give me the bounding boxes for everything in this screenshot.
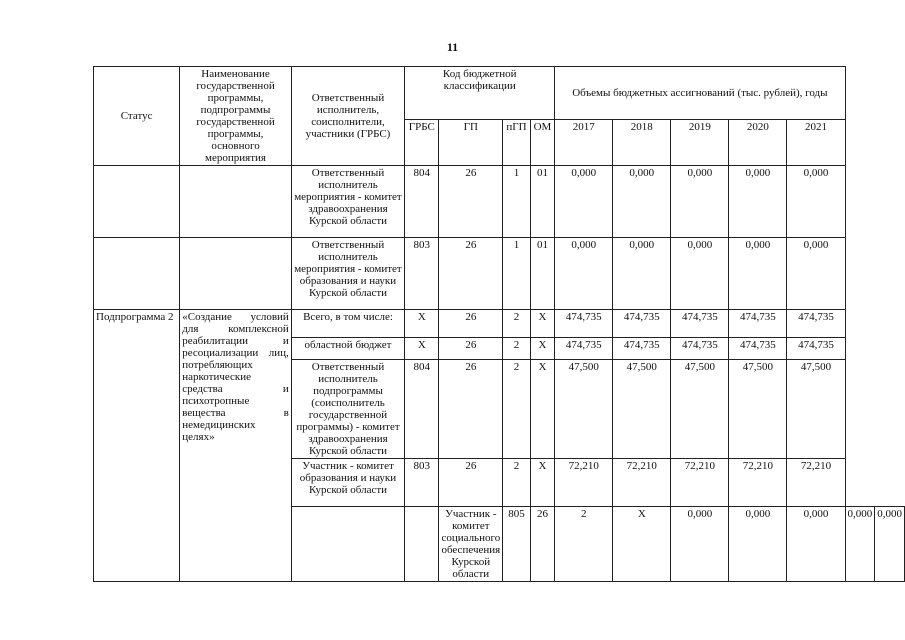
header-code-om: ОМ	[530, 120, 555, 166]
value-cell: 0,000	[555, 238, 613, 310]
value-cell: 0,000	[787, 166, 845, 238]
responsible-cell: Участник - комитет социального обеспечения Курской области	[439, 507, 503, 582]
pgp-cell: 1	[503, 166, 530, 238]
table-row	[94, 310, 905, 338]
value-cell: 474,735	[729, 338, 787, 360]
value-cell: 0,000	[613, 238, 671, 310]
status-cell-empty	[94, 166, 180, 238]
value-cell: 474,735	[555, 310, 613, 338]
grbs-cell: 805	[503, 507, 530, 582]
pgp-cell: 2	[503, 459, 530, 507]
pgp-cell: 2	[503, 360, 530, 459]
budget-table-wrapper	[93, 66, 905, 582]
name-cell-empty	[405, 507, 439, 582]
header-responsible: Ответственный исполнитель, соисполнители, участники (ГРБС)	[291, 67, 404, 166]
responsible-cell: областной бюджет	[291, 338, 404, 360]
value-cell: 0,000	[729, 238, 787, 310]
header-code-group: Код бюджетной классификации	[405, 67, 555, 120]
page-number: 11	[446, 40, 459, 54]
grbs-cell: 804	[405, 166, 439, 238]
status-cell-empty	[94, 238, 180, 310]
value-cell: 47,500	[729, 360, 787, 459]
value-cell: 72,210	[555, 459, 613, 507]
budget-table	[93, 66, 905, 582]
pgp-cell: 1	[503, 238, 530, 310]
grbs-cell: Х	[405, 310, 439, 338]
responsible-cell: Ответственный исполнитель подпрограммы (соисполнитель государственной программы) - комитет здравоохранения Курской области	[291, 360, 404, 459]
gp-cell: 26	[530, 507, 555, 582]
value-cell: 72,210	[613, 459, 671, 507]
value-cell: 474,735	[555, 338, 613, 360]
value-cell: 72,210	[671, 459, 729, 507]
value-cell: 47,500	[555, 360, 613, 459]
value-cell: 0,000	[729, 166, 787, 238]
grbs-cell: 803	[405, 459, 439, 507]
pgp-cell: 2	[503, 338, 530, 360]
header-volumes-group: Объемы бюджетных ассигнований (тыс. рублей), годы	[555, 67, 845, 120]
om-cell: Х	[530, 310, 555, 338]
value-cell: 474,735	[613, 310, 671, 338]
value-cell: 0,000	[729, 507, 787, 582]
value-cell: 47,500	[613, 360, 671, 459]
header-code-grbs: ГРБС	[405, 120, 439, 166]
value-cell: 474,735	[729, 310, 787, 338]
responsible-cell: Ответственный исполнитель мероприятия - комитет образования и науки Курской области	[291, 238, 404, 310]
value-cell: 474,735	[787, 310, 845, 338]
responsible-cell: Участник - комитет образования и науки Курской области	[291, 459, 404, 507]
gp-cell: 26	[439, 338, 503, 360]
value-cell: 72,210	[787, 459, 845, 507]
value-cell: 0,000	[845, 507, 875, 582]
value-cell: 0,000	[787, 507, 845, 582]
value-cell: 0,000	[671, 238, 729, 310]
grbs-cell: 803	[405, 238, 439, 310]
gp-cell: 26	[439, 459, 503, 507]
value-cell: 474,735	[613, 338, 671, 360]
value-cell: 0,000	[671, 507, 729, 582]
gp-cell: 26	[439, 166, 503, 238]
om-cell: 01	[530, 166, 555, 238]
value-cell: 0,000	[787, 238, 845, 310]
value-cell: 47,500	[787, 360, 845, 459]
grbs-cell: Х	[405, 338, 439, 360]
table-row	[94, 238, 905, 310]
header-code-pgp: пГП	[503, 120, 530, 166]
om-cell: 01	[530, 238, 555, 310]
om-cell: Х	[613, 507, 671, 582]
table-row	[94, 166, 905, 238]
header-name: Наименование государственной программы, подпрограммы государственной программы, основного мероприятия	[180, 67, 292, 166]
responsible-cell: Всего, в том числе:	[291, 310, 404, 338]
value-cell: 474,735	[671, 338, 729, 360]
header-year-2020: 2020	[729, 120, 787, 166]
om-cell: Х	[530, 360, 555, 459]
om-cell: Х	[530, 459, 555, 507]
header-status: Статус	[94, 67, 180, 166]
value-cell: 47,500	[671, 360, 729, 459]
header-year-2019: 2019	[671, 120, 729, 166]
header-year-2021: 2021	[787, 120, 845, 166]
gp-cell: 26	[439, 238, 503, 310]
subprogram-name: «Создание условий для комплексной реабилитации и ресоциализации лиц, потребляющих наркотические средства и психотропные вещества в немедицинских целях»	[180, 310, 292, 582]
value-cell: 0,000	[613, 166, 671, 238]
value-cell: 474,735	[787, 338, 845, 360]
value-cell: 0,000	[671, 166, 729, 238]
value-cell: 0,000	[555, 166, 613, 238]
gp-cell: 26	[439, 310, 503, 338]
subprogram-status: Подпрограмма 2	[94, 310, 180, 582]
status-cell-empty	[291, 507, 404, 582]
om-cell: Х	[530, 338, 555, 360]
header-year-2017: 2017	[555, 120, 613, 166]
header-year-2018: 2018	[613, 120, 671, 166]
name-cell-empty	[180, 166, 292, 238]
gp-cell: 26	[439, 360, 503, 459]
value-cell: 474,735	[671, 310, 729, 338]
value-cell: 0,000	[875, 507, 905, 582]
value-cell: 72,210	[729, 459, 787, 507]
pgp-cell: 2	[503, 310, 530, 338]
pgp-cell: 2	[555, 507, 613, 582]
header-code-gp: ГП	[439, 120, 503, 166]
name-cell-empty	[180, 238, 292, 310]
grbs-cell: 804	[405, 360, 439, 459]
responsible-cell: Ответственный исполнитель мероприятия - комитет здравоохранения Курской области	[291, 166, 404, 238]
